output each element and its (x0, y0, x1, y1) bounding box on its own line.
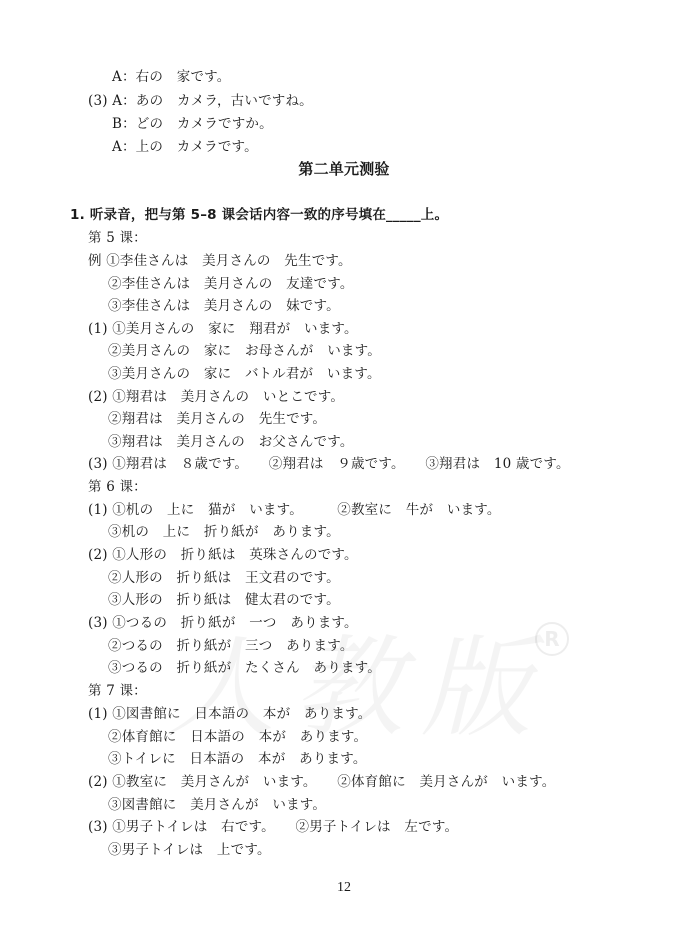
section-title: 第二单元测验 (298, 160, 390, 178)
option-line: ③図書館に 美月さんが います。 (108, 797, 327, 813)
option-line: (3) ①翔君は ８歳です。 ②翔君は ９歳です。 ③翔君は 10 歳です。 (88, 456, 570, 472)
registered-mark-icon: R (535, 622, 569, 656)
option-line: ②翔君は 美月さんの 先生です。 (108, 411, 327, 427)
option-line: ②美月さんの 家に お母さんが います。 (108, 343, 381, 359)
dialogue-line: B：どの カメラですか。 (112, 116, 273, 132)
option-line: ③つるの 折り紙が たくさん あります。 (108, 660, 381, 676)
option-line: ②体育館に 日本語の 本が あります。 (108, 729, 368, 745)
option-line: (2) ①教室に 美月さんが います。 ②体育館に 美月さんが います。 (88, 774, 556, 790)
option-line: (3) ①つるの 折り紙が 一つ あります。 (88, 615, 358, 631)
option-line: ③翔君は 美月さんの お父さんです。 (108, 434, 354, 450)
option-line: (1) ①机の 上に 猫が います。 ②教室に 牛が います。 (88, 502, 501, 518)
dialogue-line: A：右の 家です。 (112, 69, 231, 85)
option-line: (1) ①図書館に 日本語の 本が あります。 (88, 706, 372, 722)
question-text: 1. 听录音，把与第 5–8 课会话内容一致的序号填在_____上。 (70, 207, 449, 223)
dialogue-line: (3) A：あの カメラ，古いですね。 (88, 93, 313, 109)
page-number: 12 (337, 880, 351, 895)
option-line: ③トイレに 日本語の 本が あります。 (108, 751, 367, 767)
dialogue-line: A：上の カメラです。 (112, 139, 258, 155)
lesson-heading: 第 6 课： (88, 479, 147, 495)
option-line: ③男子トイレは 上です。 (108, 842, 271, 858)
option-line: ②李佳さんは 美月さんの 友達です。 (108, 276, 354, 292)
option-line: 例 ①李佳さんは 美月さんの 先生です。 (88, 253, 352, 269)
option-line: ②人形の 折り紙は 王文君のです。 (108, 570, 340, 586)
lesson-heading: 第 7 课： (88, 683, 147, 699)
option-line: ③美月さんの 家に バトル君が います。 (108, 366, 381, 382)
option-line: ②つるの 折り紙が 三つ あります。 (108, 638, 354, 654)
option-line: ③李佳さんは 美月さんの 妹です。 (108, 298, 340, 314)
lesson-heading: 第 5 课： (88, 230, 147, 246)
option-line: ③机の 上に 折り紙が あります。 (108, 524, 340, 540)
option-line: ③人形の 折り紙は 健太君のです。 (108, 592, 340, 608)
option-line: (2) ①翔君は 美月さんの いとこです。 (88, 389, 345, 405)
option-line: (2) ①人形の 折り紙は 英珠さんのです。 (88, 547, 358, 563)
option-line: (1) ①美月さんの 家に 翔君が います。 (88, 321, 358, 337)
option-line: (3) ①男子トイレは 右です。 ②男子トイレは 左です。 (88, 819, 459, 835)
